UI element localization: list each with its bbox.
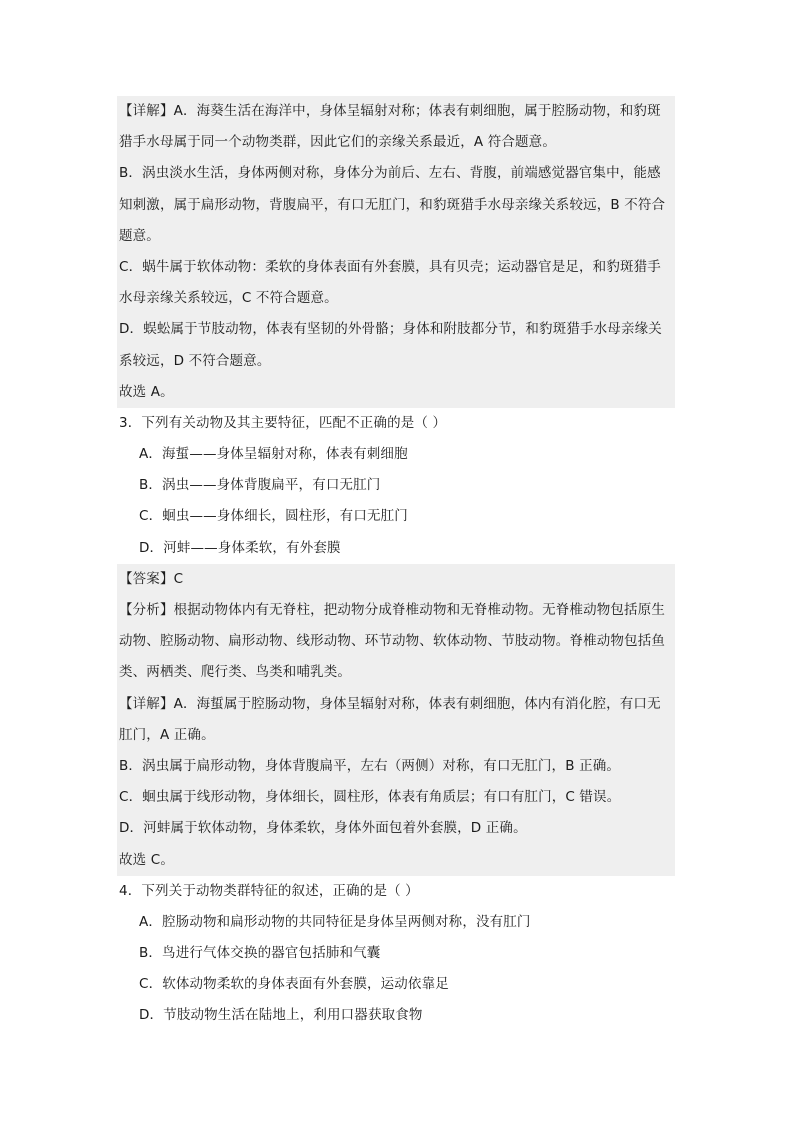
- explanation-line: 水母亲缘关系较远，C 不符合题意。: [119, 290, 338, 307]
- question-stem: 4．下列关于动物类群特征的叙述，正确的是（ ）: [119, 882, 419, 899]
- option-a: A．腔肠动物和扁形动物的共同特征是身体呈两侧对称，没有肛门: [139, 913, 531, 930]
- explanation-line: D．河蚌属于软体动物，身体柔软，身体外面包着外套膜，D 正确。: [119, 820, 527, 837]
- explanation-line: 猎手水母属于同一个动物类群，因此它们的亲缘关系最近，A 符合题意。: [119, 134, 556, 151]
- explanation-line: C．蜗牛属于软体动物：柔软的身体表面有外套膜，具有贝壳；运动器官是足，和豹斑猎手: [119, 258, 661, 275]
- explanation-line: C．蛔虫属于线形动物，身体细长，圆柱形，体表有角质层；有口有肛门，C 错误。: [119, 789, 621, 806]
- analysis-line: 动物、腔肠动物、扁形动物、线形动物、环节动物、软体动物、节肢动物。脊椎动物包括鱼: [119, 633, 665, 650]
- answer-line: 【答案】C: [119, 570, 184, 587]
- option-b: B．鸟进行气体交换的器官包括肺和气囊: [139, 945, 381, 962]
- option-c: C．蛔虫——身体细长，圆柱形，有口无肛门: [139, 508, 408, 525]
- option-c: C．软体动物柔软的身体表面有外套膜，运动依靠足: [139, 976, 449, 993]
- explanation-line: B．涡虫属于扁形动物，身体背腹扁平，左右（两侧）对称，有口无肛门，B 正确。: [119, 757, 621, 774]
- option-d: D．节肢动物生活在陆地上，利用口器获取食物: [139, 1007, 423, 1024]
- analysis-line: 【分析】根据动物体内有无脊柱，把动物分成脊椎动物和无脊椎动物。无脊椎动物包括原生: [119, 602, 665, 618]
- analysis-line: 类、两栖类、爬行类、鸟类和哺乳类。: [119, 664, 352, 681]
- explanation-line: B．涡虫淡水生活，身体两侧对称，身体分为前后、左右、背腹，前端感觉器官集中，能感: [119, 165, 661, 182]
- question-3: [117, 408, 675, 564]
- option-d: D．河蚌——身体柔软，有外套膜: [139, 539, 341, 556]
- explanation-line: 系较远，D 不符合题意。: [119, 352, 271, 369]
- answer-block-q3: [117, 564, 675, 876]
- option-b: B．涡虫——身体背腹扁平，有口无肛门: [139, 477, 381, 494]
- question-stem: 3．下列有关动物及其主要特征，匹配不正确的是（ ）: [119, 414, 447, 431]
- option-a: A．海蜇——身体呈辐射对称，体表有刺细胞: [139, 446, 408, 463]
- explanation-line: 【详解】A．海葵生活在海洋中，身体呈辐射对称；体表有刺细胞，属于腔肠动物，和豹斑: [119, 103, 661, 119]
- explanation-line: 【详解】A．海蜇属于腔肠动物，身体呈辐射对称，体表有刺细胞，体内有消化腔，有口无: [119, 695, 661, 712]
- explanation-line: 肛门，A 正确。: [119, 726, 215, 743]
- question-4: [117, 876, 675, 1032]
- explanation-block-q2: [117, 96, 675, 408]
- explanation-line: 故选 C。: [119, 851, 174, 868]
- explanation-line: 题意。: [119, 227, 160, 244]
- explanation-line: 故选 A。: [119, 383, 174, 400]
- explanation-line: 知刺激，属于扁形动物，背腹扁平，有口无肛门，和豹斑猎手水母亲缘关系较远，B 不符合: [119, 196, 666, 213]
- document-page: [117, 96, 675, 1032]
- explanation-line: D．蜈蚣属于节肢动物，体表有坚韧的外骨骼；身体和附肢都分节，和豹斑猎手水母亲缘关: [119, 321, 662, 338]
